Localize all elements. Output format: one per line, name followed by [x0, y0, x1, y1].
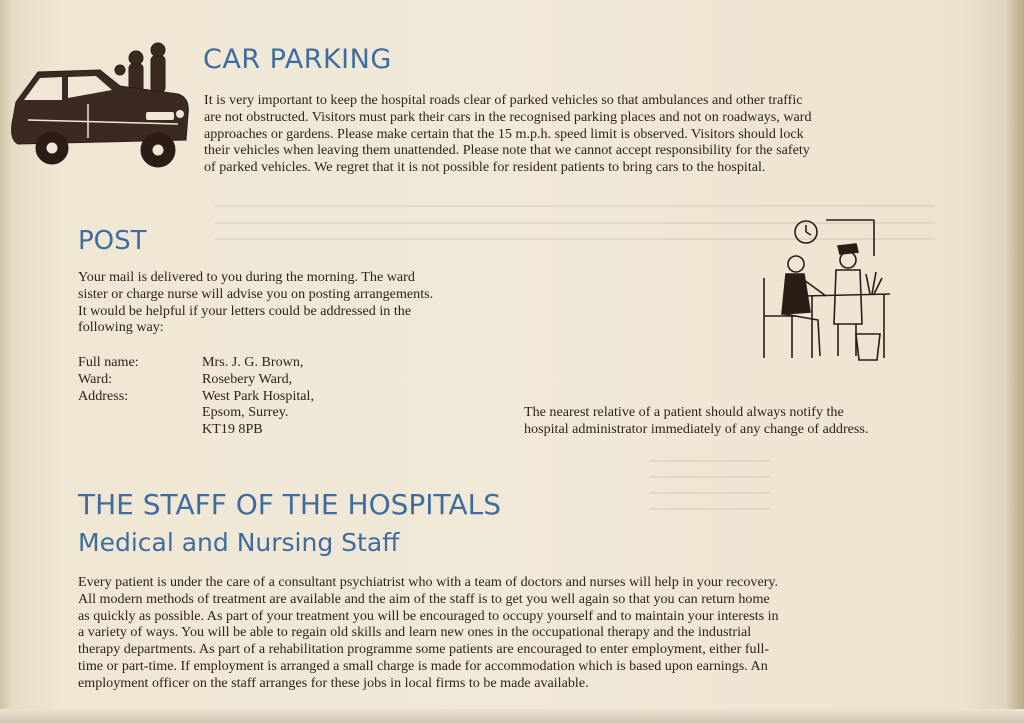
show-through-line [650, 460, 770, 462]
page-shadow-right [1006, 0, 1024, 723]
address-value: Rosebery Ward, [202, 370, 293, 387]
show-through-line [650, 508, 770, 510]
address-value: KT19 8PB [202, 421, 263, 438]
car-parking-heading: CAR PARKING [203, 44, 392, 75]
address-value: West Park Hospital, [202, 387, 314, 404]
page-bottom-edge [0, 709, 1024, 723]
relative-notice-text: The nearest relative of a patient should always notify the hospital administrator immediately of any change of address. [524, 404, 869, 437]
address-label: Full name: [78, 354, 139, 370]
medical-staff-text: Every patient is under the care of a consultant psychiatrist who with a team of doctors and nurses will help in your recovery. All modern methods of treatment are available and the aim of the staff is to get you well again so that you can return home as quickly as possible. As part of your treatment you will be encouraged to occupy yourself and to maintain your interests in a variety of ways. You will be able to regain old skills and learn new ones in the occupational therapy and the industrial therapy departments. As part of a rehabilitation programme some patients are encouraged to enter employment, either full- time or part-time. If employment is arranged a small charge is made for accommodation which is based upon earnings. An employment officer on the staff arranges for these jobs in local firms to be made available. [78, 574, 779, 691]
address-value: Epsom, Surrey. [202, 404, 289, 421]
post-text: Your mail is delivered to you during the morning. The ward sister or charge nurse will advise you on posting arrangements. It would be helpful if your letters could be addressed in the following way: [78, 269, 434, 336]
address-labels [78, 354, 202, 404]
car-with-people-illustration [8, 40, 194, 174]
show-through-line [650, 476, 770, 478]
medical-nursing-subheading: Medical and Nursing Staff [78, 528, 400, 557]
writing-at-desk-illustration [756, 216, 896, 366]
staff-heading: THE STAFF OF THE HOSPITALS [78, 488, 501, 521]
address-label: Address: [78, 387, 129, 404]
address-values [202, 354, 382, 438]
car-parking-text: It is very important to keep the hospital roads clear of parked vehicles so that ambulances and other traffic are not obstructed. Visitors must park their cars in the recognised parking places and not on roadways, ward approaches or gardens. Please make certain that the 15 m.p.h. speed limit is observed. Visitors should lock their vehicles when leaving them unattended. Please note that we cannot accept responsibility for the safety of parked vehicles. We regret that it is not possible for resident patients to bring cars to the hospital. [204, 92, 812, 176]
address-value: Mrs. J. G. Brown, [202, 354, 304, 370]
show-through-line [650, 492, 770, 494]
post-heading: POST [78, 226, 147, 256]
show-through-line [215, 205, 935, 207]
address-label: Ward: [78, 370, 113, 387]
